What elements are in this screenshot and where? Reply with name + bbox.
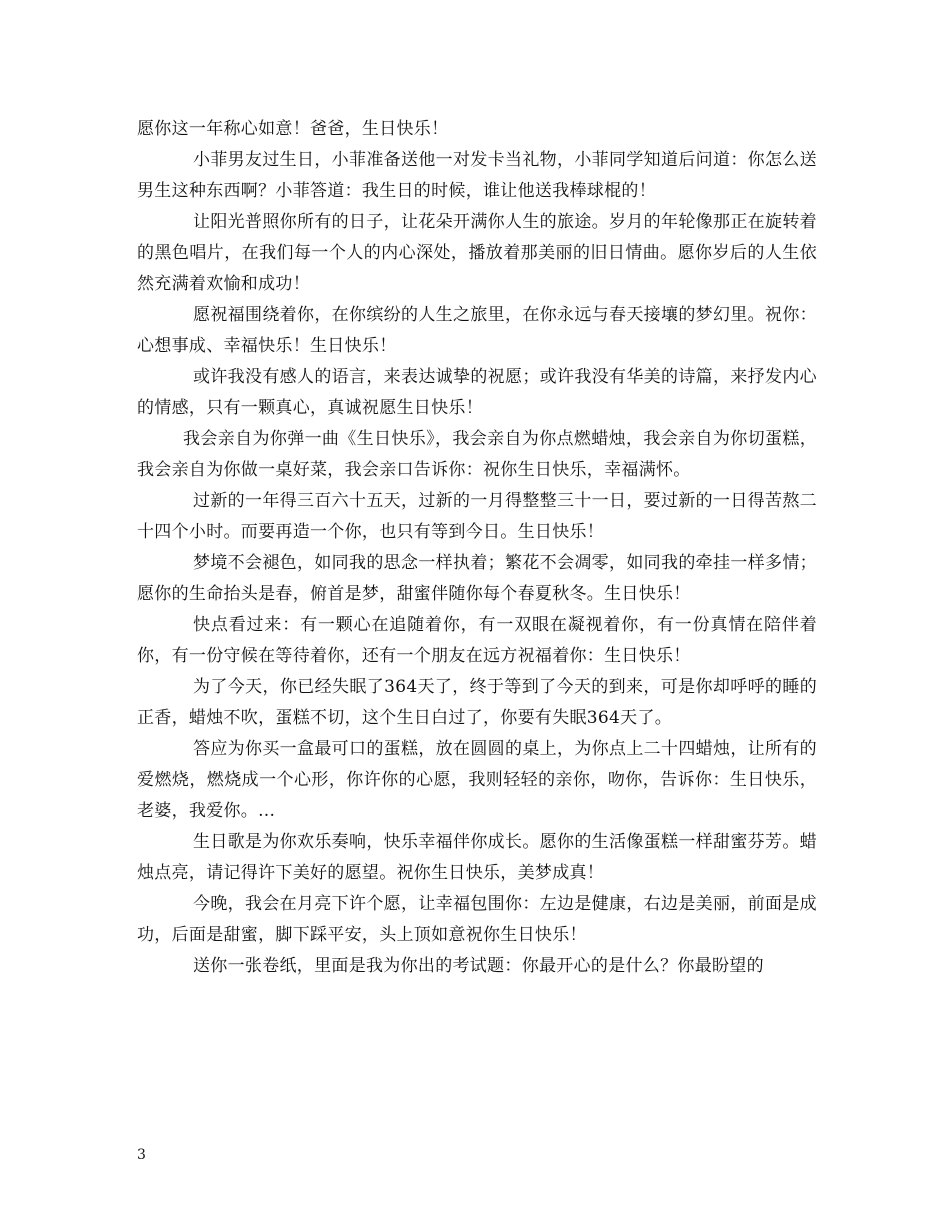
- paragraph-3: 让阳光普照你所有的日子，让花朵开满你人生的旅途。岁月的年轮像那正在旋转着的黑色唱片，在我们每一个人的内心深处，播放着那美丽的旧日情曲。愿你岁后的人生依然充满着欢愉和成功！: [137, 212, 817, 294]
- page-number: 3: [137, 1147, 146, 1163]
- body-text: [137, 114, 817, 982]
- paragraph-8: 梦境不会褪色，如同我的思念一样执着；繁花不会凋零，如同我的牵挂一样多情；愿你的生命抬头是春，俯首是梦，甜蜜伴随你每个春夏秋冬。生日快乐！: [137, 553, 817, 604]
- paragraph-5: 或许我没有感人的语言，来表达诚挚的祝愿；或许我没有华美的诗篇，来抒发内心的情感，只有一颗真心，真诚祝愿生日快乐！: [137, 367, 817, 418]
- paragraph-2: 小菲男友过生日，小菲准备送他一对发卡当礼物，小菲同学知道后问道：你怎么送男生这种东西啊？小菲答道：我生日的时候，谁让他送我棒球棍的！: [137, 150, 817, 201]
- paragraph-13: 今晚，我会在月亮下许个愿，让幸福包围你：左边是健康，右边是美丽，前面是成功，后面是甜蜜，脚下踩平安，头上顶如意祝你生日快乐！: [137, 894, 817, 945]
- paragraph-6: 我会亲自为你弹一曲《生日快乐》，我会亲自为你点燃蜡烛，我会亲自为你切蛋糕，我会亲自为你做一桌好菜，我会亲口告诉你：祝你生日快乐，幸福满怀。: [137, 429, 817, 480]
- paragraph-7: 过新的一年得三百六十五天，过新的一月得整整三十一日，要过新的一日得苦熬二十四个小时。而要再造一个你，也只有等到今日。生日快乐！: [137, 491, 817, 542]
- paragraph-14: 送你一张卷纸，里面是我为你出的考试题：你最开心的是什么？你最盼望的: [193, 956, 764, 976]
- paragraph-12: 生日歌是为你欢乐奏响，快乐幸福伴你成长。愿你的生活像蛋糕一样甜蜜芬芳。蜡烛点亮，请记得许下美好的愿望。祝你生日快乐，美梦成真！: [137, 832, 817, 883]
- paragraph-9: 快点看过来：有一颗心在追随着你，有一双眼在凝视着你，有一份真情在陪伴着你，有一份守候在等待着你，还有一个朋友在远方祝福着你：生日快乐！: [137, 615, 817, 666]
- paragraph-1: 愿你这一年称心如意！爸爸，生日快乐！: [137, 119, 449, 139]
- paragraph-4: 愿祝福围绕着你，在你缤纷的人生之旅里，在你永远与春天接壤的梦幻里。祝你：心想事成、幸福快乐！生日快乐！: [137, 305, 817, 356]
- paragraph-11: 答应为你买一盒最可口的蛋糕，放在圆圆的桌上，为你点上二十四蜡烛，让所有的爱燃烧，燃烧成一个心形，你许你的心愿，我则轻轻的亲你，吻你，告诉你：生日快乐，老婆，我爱你。...: [137, 739, 817, 821]
- paragraph-10: 为了今天，你已经失眠了364天了，终于等到了今天的到来，可是你却呼呼的睡的正香，蜡烛不吹，蛋糕不切，这个生日白过了，你要有失眠364天了。: [137, 677, 817, 728]
